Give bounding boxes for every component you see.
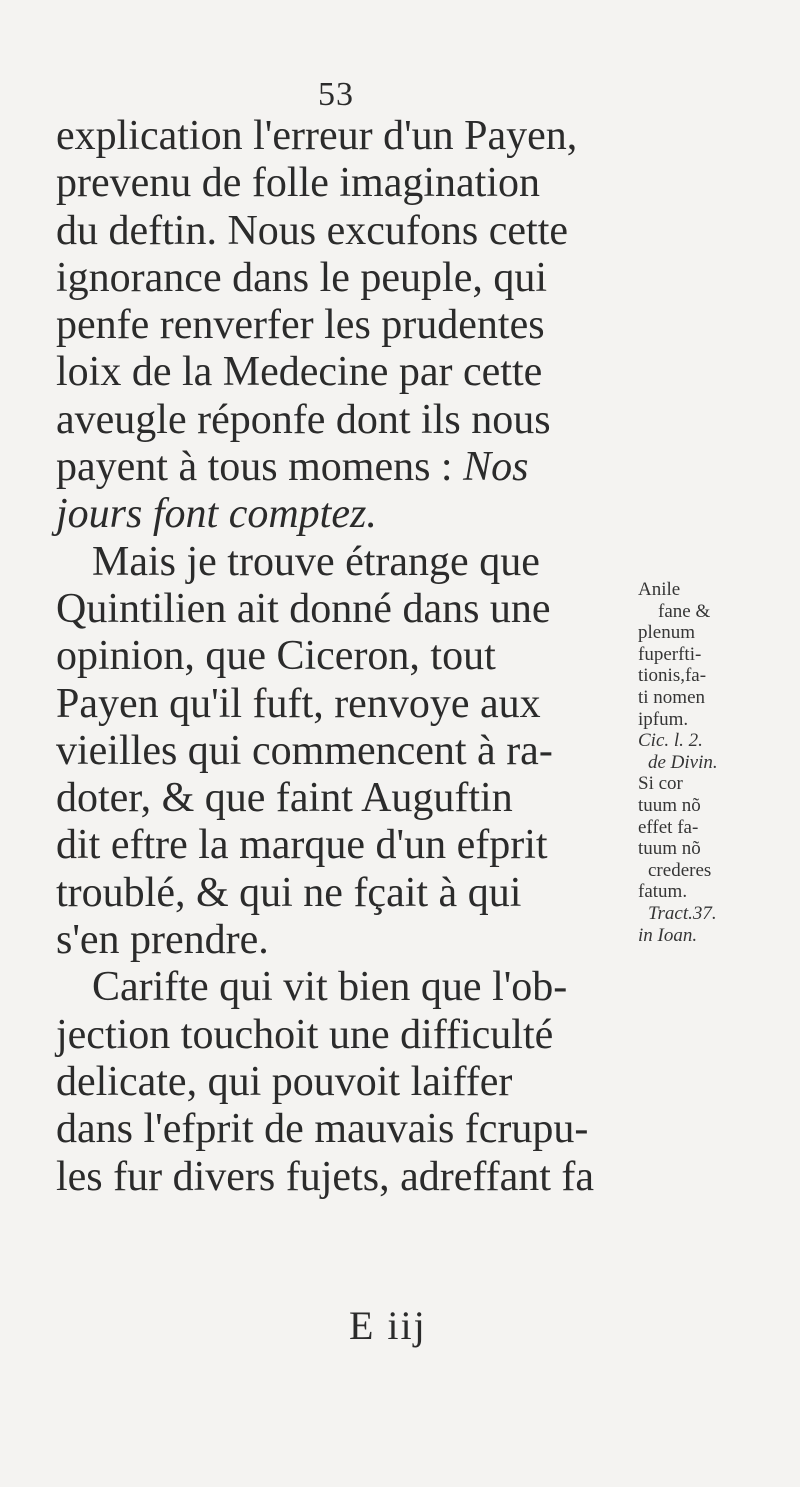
text-line-roman: aveugle réponfe dont ils nous (56, 396, 551, 443)
text-line-roman: penfe renverfer les prudentes (56, 302, 545, 349)
margin-note-line: fuperfti- (638, 643, 702, 665)
margin-note-line: plenum (638, 622, 695, 644)
margin-note-line: tuum nõ (638, 794, 701, 816)
text-line (56, 1012, 636, 1059)
text-line-roman: explication l'erreur d'un Payen, (56, 113, 578, 159)
text-line (56, 397, 636, 444)
margin-note-line: fatum. (638, 881, 688, 903)
text-line (56, 775, 636, 822)
text-line-roman: du deftin. Nous excufons cette (56, 207, 569, 254)
text-line (56, 681, 636, 728)
text-line-roman: dit eftre la marque d'un efprit (56, 822, 548, 869)
margin-note-line: Si cor (638, 773, 683, 795)
text-line (56, 917, 636, 964)
text-line (56, 160, 636, 207)
margin-note-line: Cic. l. 2. (638, 730, 703, 752)
text-line (56, 539, 636, 586)
text-line (56, 255, 636, 302)
text-line-roman: Payen qu'il fuft, renvoye aux (56, 680, 541, 727)
margin-note-line: Tract.37. (648, 902, 717, 924)
text-line-italic: jours font comptez. (56, 491, 377, 538)
margin-note-line: tuum nõ (638, 838, 701, 860)
text-line (56, 870, 636, 917)
text-line (56, 728, 636, 775)
signature-mark: E iij (349, 1303, 427, 1348)
text-line (56, 208, 636, 255)
margin-note-line: tionis,fa- (638, 665, 707, 687)
text-line-roman: doter, & que faint Auguftin (56, 775, 513, 822)
margin-note-line: de Divin. (648, 751, 718, 773)
text-line-roman: prevenu de folle imagination (56, 160, 541, 207)
margin-note-line: ti nomen (638, 686, 706, 708)
text-line-roman: jection touchoit une difficulté (56, 1011, 554, 1058)
text-line-roman: loix de la Medecine par cette (56, 349, 543, 396)
text-line-roman: s'en prendre. (56, 917, 269, 964)
text-line (56, 1106, 636, 1153)
margin-note-line: ipfum. (638, 708, 689, 730)
margin-note-line: effet fa- (638, 816, 699, 838)
text-line-roman: vieilles qui commencent à ra- (56, 727, 553, 774)
margin-note-line: Anile (638, 579, 681, 600)
text-line-roman: Carifte qui vit bien que l'ob- (92, 964, 568, 1011)
page-number: 53 (318, 76, 354, 113)
text-line-roman: delicate, qui pouvoit laiffer (56, 1058, 513, 1105)
margin-note-line: fane & (658, 600, 711, 622)
text-line (56, 586, 636, 633)
text-line (56, 1154, 636, 1201)
text-line-roman: Quintilien ait donné dans une (56, 585, 551, 632)
text-line (56, 349, 636, 396)
text-line (56, 1059, 636, 1106)
text-line-roman: ignorance dans le peuple, qui (56, 254, 547, 301)
text-line (56, 444, 636, 491)
text-line-roman: payent à tous momens : (56, 444, 464, 491)
text-line (56, 633, 636, 680)
text-line-roman: opinion, que Ciceron, tout (56, 633, 496, 680)
margin-note-line: in Ioan. (638, 924, 698, 946)
text-line-roman: dans l'efprit de mauvais fcrupu- (56, 1106, 589, 1153)
text-line-italic: Nos (463, 444, 529, 491)
text-line (56, 113, 636, 160)
margin-notes (638, 579, 798, 946)
text-line-roman: troublé, & qui ne fçait à qui (56, 869, 522, 916)
text-line (56, 822, 636, 869)
text-line (56, 302, 636, 349)
text-line (56, 491, 636, 538)
text-line (56, 964, 636, 1011)
text-line-roman: les fur divers fujets, adreffant fa (56, 1153, 595, 1200)
margin-note-line: crederes (648, 859, 712, 881)
body-text (56, 113, 636, 1201)
text-line-roman: Mais je trouve étrange que (92, 538, 540, 585)
